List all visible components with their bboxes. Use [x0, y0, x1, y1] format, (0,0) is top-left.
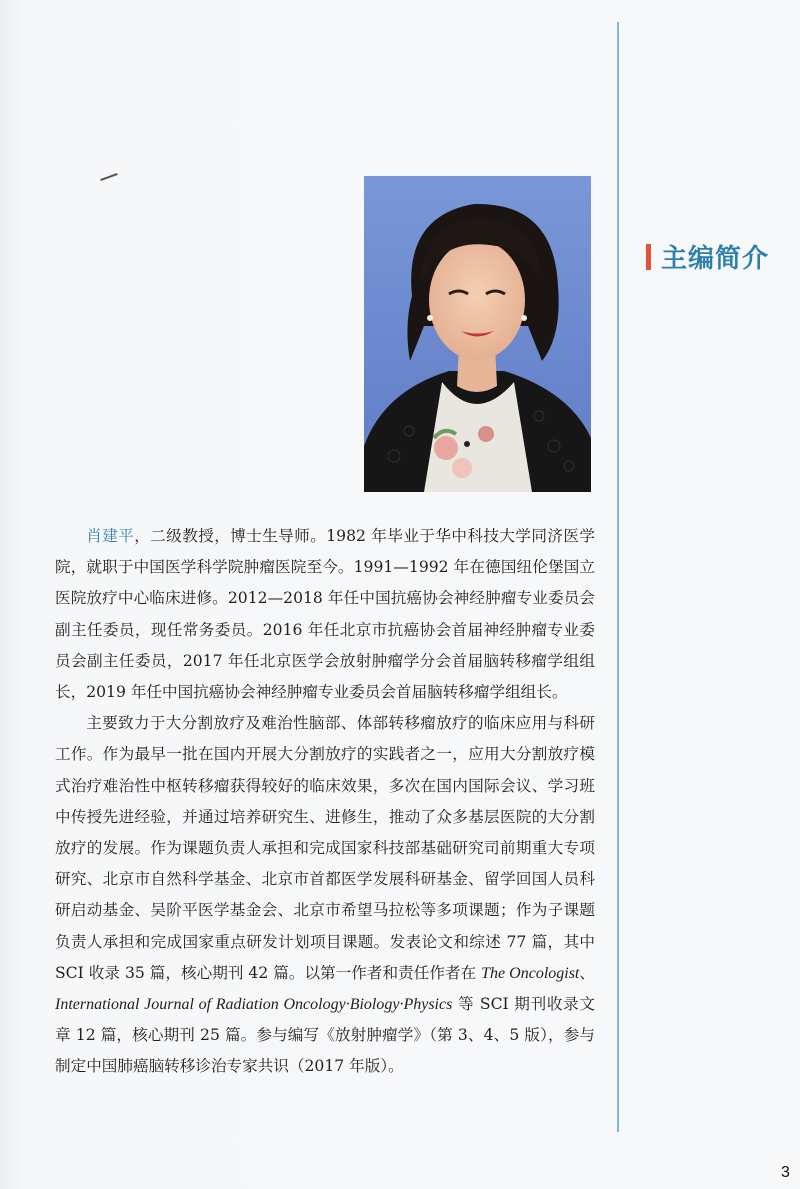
- heading-accent-bar: [646, 244, 651, 270]
- page-number: 3: [781, 1164, 790, 1181]
- journal-name-oncologist: The Oncologist: [481, 964, 580, 982]
- section-title: 主编简介: [661, 244, 770, 274]
- bio-paragraph-1-text: ，二级教授，博士生导师。1982 年毕业于华中科技大学同济医学院，就职于中国医学科学院肿瘤医院至今。1991—1992 年在德国纽伦堡国立医院放疗中心临床进修。2012—2018 年任中国抗癌协会神经肿瘤专业委员会副主任委员，现任常务委员。2016 年任北京市抗癌协会首届神经肿瘤专业委员会副主任委员，2017 年任北京医学会放射肿瘤学分会首届脑转移瘤学组组长，2019 年任中国抗癌协会神经肿瘤专业委员会首届脑转移瘤学组组长。: [55, 527, 595, 702]
- bio-paragraph-2: [55, 708, 595, 1082]
- bio-paragraph-1: [55, 521, 595, 708]
- bio-paragraph-2-text-a: 主要致力于大分割放疗及难治性脑部、体部转移瘤放疗的临床应用与科研工作。作为最早一批在国内开展大分割放疗的实践者之一，应用大分割放疗模式治疗难治性中枢转移瘤获得较好的临床效果，多次在国内国际会议、学习班中传授先进经验，并通过培养研究生、进修生，推动了众多基层医院的大分割放疗的发展。作为课题负责人承担和完成国家科技部基础研究司前期重大专项研究、北京市自然科学基金、北京市首都医学发展科研基金、留学回国人员科研启动基金、吴阶平医学基金会、北京市希望马拉松等多项课题；作为子课题负责人承担和完成国家重点研发计划项目课题。发表论文和综述 77 篇，其中 SCI 收录 35 篇，核心期刊 42 篇。以第一作者和责任作者在: [55, 714, 595, 982]
- vertical-rule: [617, 22, 619, 1132]
- biography: [55, 521, 595, 1083]
- section-heading: [646, 238, 769, 275]
- scan-mark: [100, 173, 118, 181]
- bio-paragraph-2-text-b: 等 SCI 期刊收录文章 12 篇，核心期刊 25 篇。参与编写《放射肿瘤学》（第 3、4、5 版），参与制定中国肺癌脑转移诊治专家共识（2017 年版）。: [55, 995, 595, 1076]
- author-photo: [364, 176, 591, 492]
- portrait-illustration: [364, 176, 591, 492]
- author-name: 肖建平: [86, 527, 135, 545]
- journal-name-ijrobp: International Journal of Radiation Oncology·Biology·Physics: [55, 996, 453, 1014]
- separator: 、: [579, 963, 596, 982]
